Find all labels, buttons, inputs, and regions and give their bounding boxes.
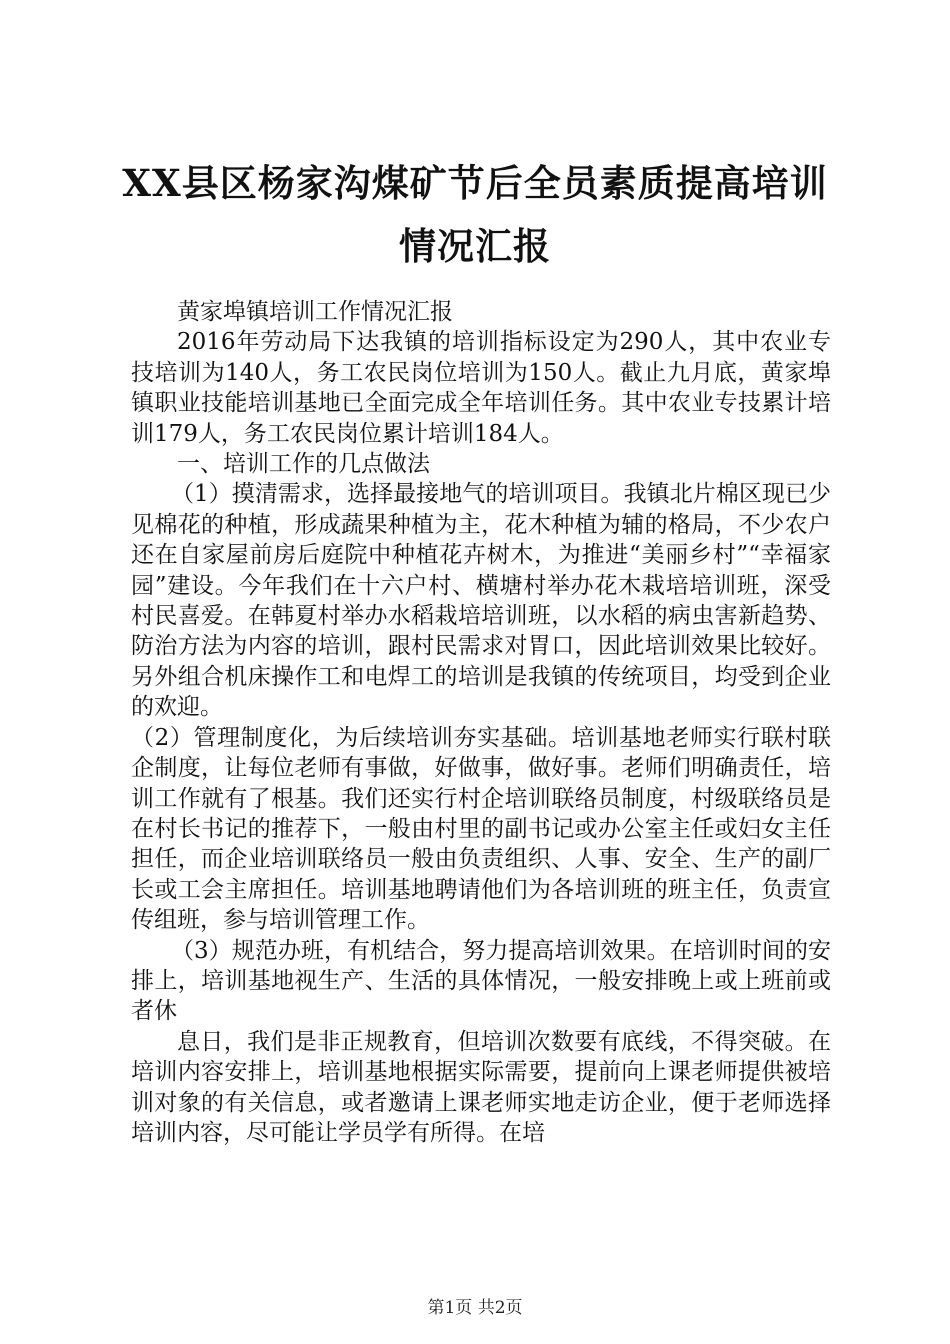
page-footer: 第1页 共2页	[427, 1298, 523, 1318]
paragraph-item-3: （3）规范办班，有机结合，努力提高培训效果。在培训时间的安排上，培训基地视生产、生活的具体情况，一般安排晚上或上班前或者休	[131, 937, 831, 1025]
paragraph-continued: 息日，我们是非正规教育，但培训次数要有底线，不得突破。在培训内容安排上，培训基地根据实际需要，提前向上课老师提供被培训对象的有关信息，或者邀请上课老师实地走访企业，便于老师选择培训内容，尽可能让学员学有所得。在培	[131, 1028, 831, 1146]
section-heading: 一、培训工作的几点做法	[177, 451, 430, 478]
paragraph-summary: 2016年劳动局下达我镇的培训指标设定为290人，其中农业专技培训为140人，务工农民岗位培训为150人。截止九月底，黄家埠镇职业技能培训基地已全面完成全年培训任务。其中农业专技累计培训179人，务工农民岗位累计培训184人。	[131, 329, 831, 447]
document-title: XX县区杨家沟煤矿节后全员素质提高培训情况汇报	[122, 161, 828, 268]
document-body	[131, 297, 831, 1148]
paragraph-item-2: （2）管理制度化，为后续培训夯实基础。培训基地老师实行联村联企制度，让每位老师有事做，好做事，做好事。老师们明确责任，培训工作就有了根基。我们还实行村企培训联络员制度，村级联络员是在村长书记的推荐下，一般由村里的副书记或办公室主任或妇女主任担任，而企业培训联络员一般由负责组织、人事、安全、生产的副厂长或工会主席担任。培训基地聘请他们为各培训班的班主任，负责宣传组班，参与培训管理工作。	[131, 724, 831, 934]
paragraph-subtitle: 黄家埠镇培训工作情况汇报	[177, 299, 453, 325]
paragraph-item-1: （1）摸清需求，选择最接地气的培训项目。我镇北片棉区现已少见棉花的种植，形成蔬果种植为主，花木种植为辅的格局，不少农户还在自家屋前房后庭院中种植花卉树木，为推进“美丽乡村”“幸福家园”建设。今年我们在十六户村、横塘村举办花木栽培培训班，深受村民喜爱。在韩夏村举办水稻栽培培训班，以水稻的病虫害新趋势、防治方法为内容的培训，跟村民需求对胃口，因此培训效果比较好。另外组合机床操作工和电焊工的培训是我镇的传统项目，均受到企业的欢迎。	[131, 481, 831, 721]
